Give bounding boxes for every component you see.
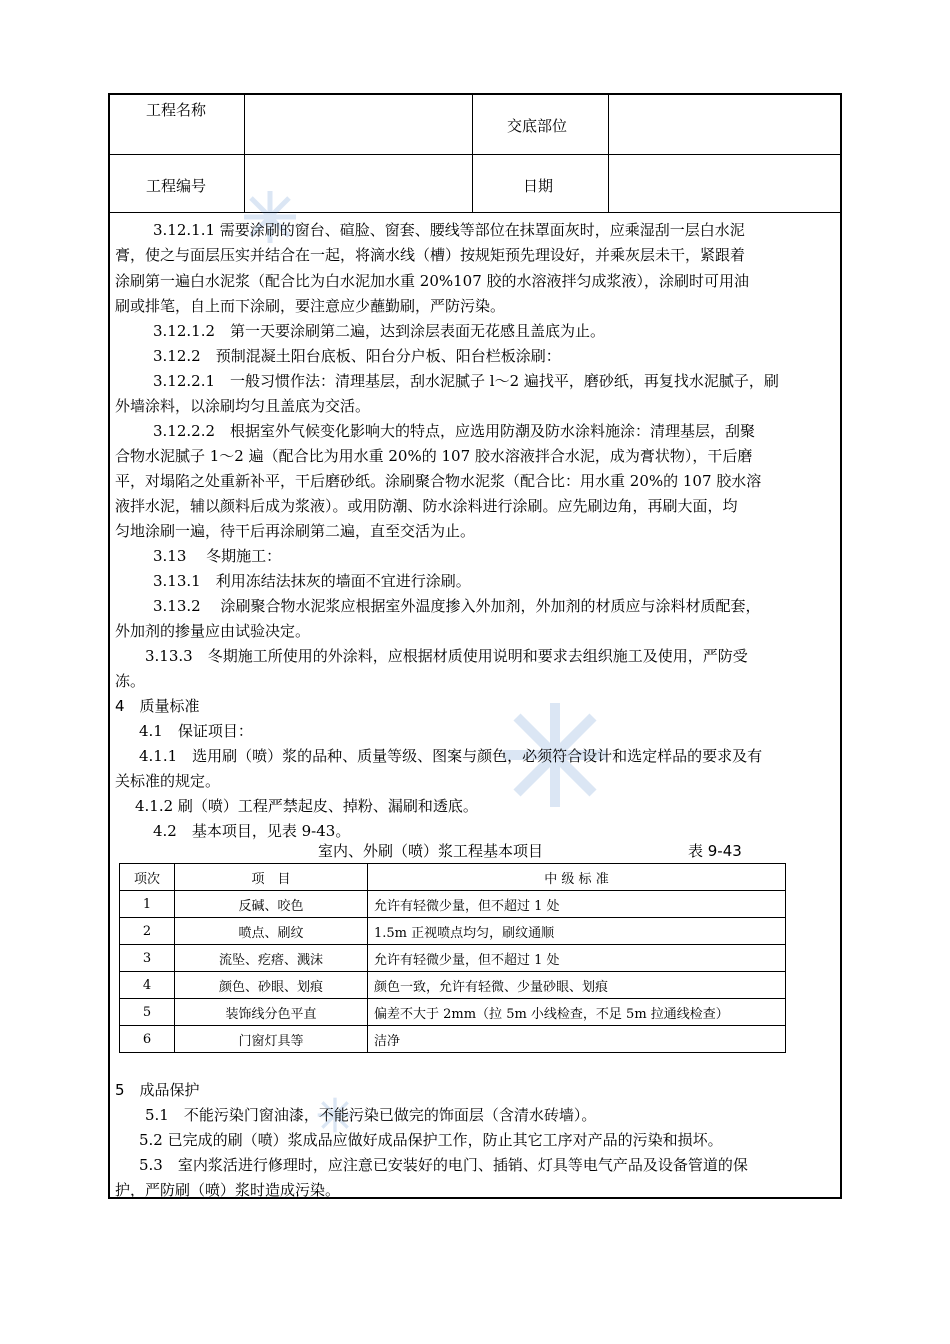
table-title: 室内、外刷（喷）浆工程基本项目 (318, 842, 544, 860)
document-frame (108, 93, 842, 1199)
paragraph-line: 护，严防刷（喷）浆时造成污染。 (115, 1181, 341, 1199)
paragraph-line: 3.12.2.1 一般习惯作法：清理基层，刮水泥腻子 l～2 遍找平，磨砂纸，再复找水泥腻子，刷 (153, 372, 779, 390)
paragraph-line: 合物水泥腻子 1～2 遍（配合比为用水重 20%的 107 胶水溶液拌合水泥，成为膏状物），干后磨 (115, 447, 753, 465)
table-cell: 允许有轻微少量，但不超过 1 处 (368, 945, 786, 972)
table-cell: 1.5m 正视喷点均匀，刷纹通顺 (368, 918, 786, 945)
table-header: 中 级 标 准 (368, 864, 786, 891)
paragraph-line: 匀地涂刷一遍，待干后再涂刷第二遍，直至交活为止。 (115, 522, 476, 540)
table-cell: 5 (120, 999, 175, 1026)
table-cell: 流坠、疙瘩、溅沫 (175, 945, 368, 972)
header-table (110, 95, 840, 213)
project-no-label-cell (110, 155, 245, 213)
table-header: 项次 (120, 864, 175, 891)
table-row (120, 1026, 786, 1053)
paragraph-line: 3.13.3 冬期施工所使用的外涂料，应根据材质使用说明和要求去组织施工及使用，严防受 (145, 647, 748, 665)
section-heading: 4 质量标准 (115, 697, 200, 715)
section-label-cell (473, 95, 609, 155)
table-cell: 洁净 (368, 1026, 786, 1053)
table-row (120, 945, 786, 972)
table-row (120, 891, 786, 918)
paragraph-line: 3.12.2.2 根据室外气候变化影响大的特点，应选用防潮及防水涂料施涂：清理基层，刮聚 (153, 422, 756, 440)
table-cell: 颜色、砂眼、划痕 (175, 972, 368, 999)
paragraph-line: 冻。 (115, 672, 146, 690)
table-header-row (120, 864, 786, 891)
paragraph-line: 关标准的规定。 (115, 772, 221, 790)
paragraph-line: 3.13 冬期施工： (153, 547, 282, 565)
table-cell: 2 (120, 918, 175, 945)
section-heading: 5 成品保护 (115, 1081, 200, 1099)
section-label: 交底部位 (507, 117, 568, 135)
project-name-label-cell (110, 95, 245, 155)
table-cell: 6 (120, 1026, 175, 1053)
table-cell: 门窗灯具等 (175, 1026, 368, 1053)
paragraph-line: 5.1 不能污染门窗油漆，不能污染已做完的饰面层（含清水砖墙）。 (145, 1106, 597, 1124)
table-row (120, 972, 786, 999)
project-no-label: 工程编号 (146, 177, 207, 195)
paragraph-line: 4.2 基本项目，见表 9-43。 (153, 822, 351, 840)
paragraph-line: 外加剂的掺量应由试验决定。 (115, 622, 311, 640)
table-cell: 偏差不大于 2mm（拉 5m 小线检查，不足 5m 拉通线检查） (368, 999, 786, 1026)
table-cell: 1 (120, 891, 175, 918)
table-cell: 4 (120, 972, 175, 999)
paragraph-line: 外墙涂料，以涂刷均匀且盖底为交活。 (115, 397, 371, 415)
paragraph-line: 5.2 已完成的刷（喷）浆成品应做好成品保护工作，防止其它工序对产品的污染和损坏。 (139, 1131, 723, 1149)
paragraph-line: 5.3 室内浆活进行修理时，应注意已安装好的电门、插销、灯具等电气产品及设备管道的保 (139, 1156, 748, 1174)
table-cell: 颜色一致，允许有轻微、少量砂眼、划痕 (368, 972, 786, 999)
paragraph-line: 涂刷第一遍白水泥浆（配合比为白水泥加水重 20%107 胶的水溶液拌匀成浆液），涂刷时可用油 (115, 272, 750, 290)
paragraph-line: 膏，使之与面层压实并结合在一起，将滴水线（槽）按规矩预先理设好，并乘灰层未干，紧跟着 (115, 246, 746, 264)
paragraph-line: 液拌水泥，辅以颜料后成为浆液）。或用防潮、防水涂料进行涂刷。应先刷边角，再刷大面，均 (115, 497, 738, 515)
quality-table (119, 863, 786, 1053)
table-cell: 3 (120, 945, 175, 972)
table-cell: 装饰线分色平直 (175, 999, 368, 1026)
paragraph-line: 刷或排笔，自上而下涂刷，要注意应少蘸勤刷，严防污染。 (115, 297, 506, 315)
date-label: 日期 (523, 177, 554, 195)
paragraph-line: 3.12.2 预制混凝土阳台底板、阳台分户板、阳台栏板涂刷： (153, 347, 561, 365)
section-value-cell[interactable] (609, 95, 840, 155)
table-number: 表 9-43 (688, 842, 742, 860)
table-header: 项 目 (175, 864, 368, 891)
project-name-value-cell[interactable] (245, 95, 473, 155)
paragraph-line: 平，对塌陷之处重新补平，干后磨砂纸。涂刷聚合物水泥浆（配合比：用水重 20%的 107 胶水溶 (115, 472, 762, 490)
paragraph-line: 4.1.1 选用刷（喷）浆的品种、质量等级、图案与颜色，必须符合设计和选定样品的要求及有 (139, 747, 763, 765)
paragraph-line: 3.13.2 涂刷聚合物水泥浆应根据室外温度掺入外加剂，外加剂的材质应与涂料材质配套， (153, 597, 761, 615)
table-row (120, 999, 786, 1026)
paragraph-line: 4.1.2 刷（喷）工程严禁起皮、掉粉、漏刷和透底。 (135, 797, 478, 815)
date-label-cell (473, 155, 609, 213)
date-value-cell[interactable] (609, 155, 840, 213)
paragraph-line: 4.1 保证项目： (139, 722, 253, 740)
table-cell: 反碱、咬色 (175, 891, 368, 918)
table-cell: 喷点、刷纹 (175, 918, 368, 945)
table-row (120, 918, 786, 945)
paragraph-line: 3.13.1 利用冻结法抹灰的墙面不宜进行涂刷。 (153, 572, 471, 590)
paragraph-line: 3.12.1.2 第一天要涂刷第二遍，达到涂层表面无花感且盖底为止。 (153, 322, 606, 340)
project-name-label: 工程名称 (146, 101, 207, 119)
table-cell: 允许有轻微少量，但不超过 1 处 (368, 891, 786, 918)
paragraph-line: 3.12.1.1 需要涂刷的窗台、碹脸、窗套、腰线等部位在抹罩面灰时，应乘湿刮一层白水泥 (153, 221, 745, 239)
